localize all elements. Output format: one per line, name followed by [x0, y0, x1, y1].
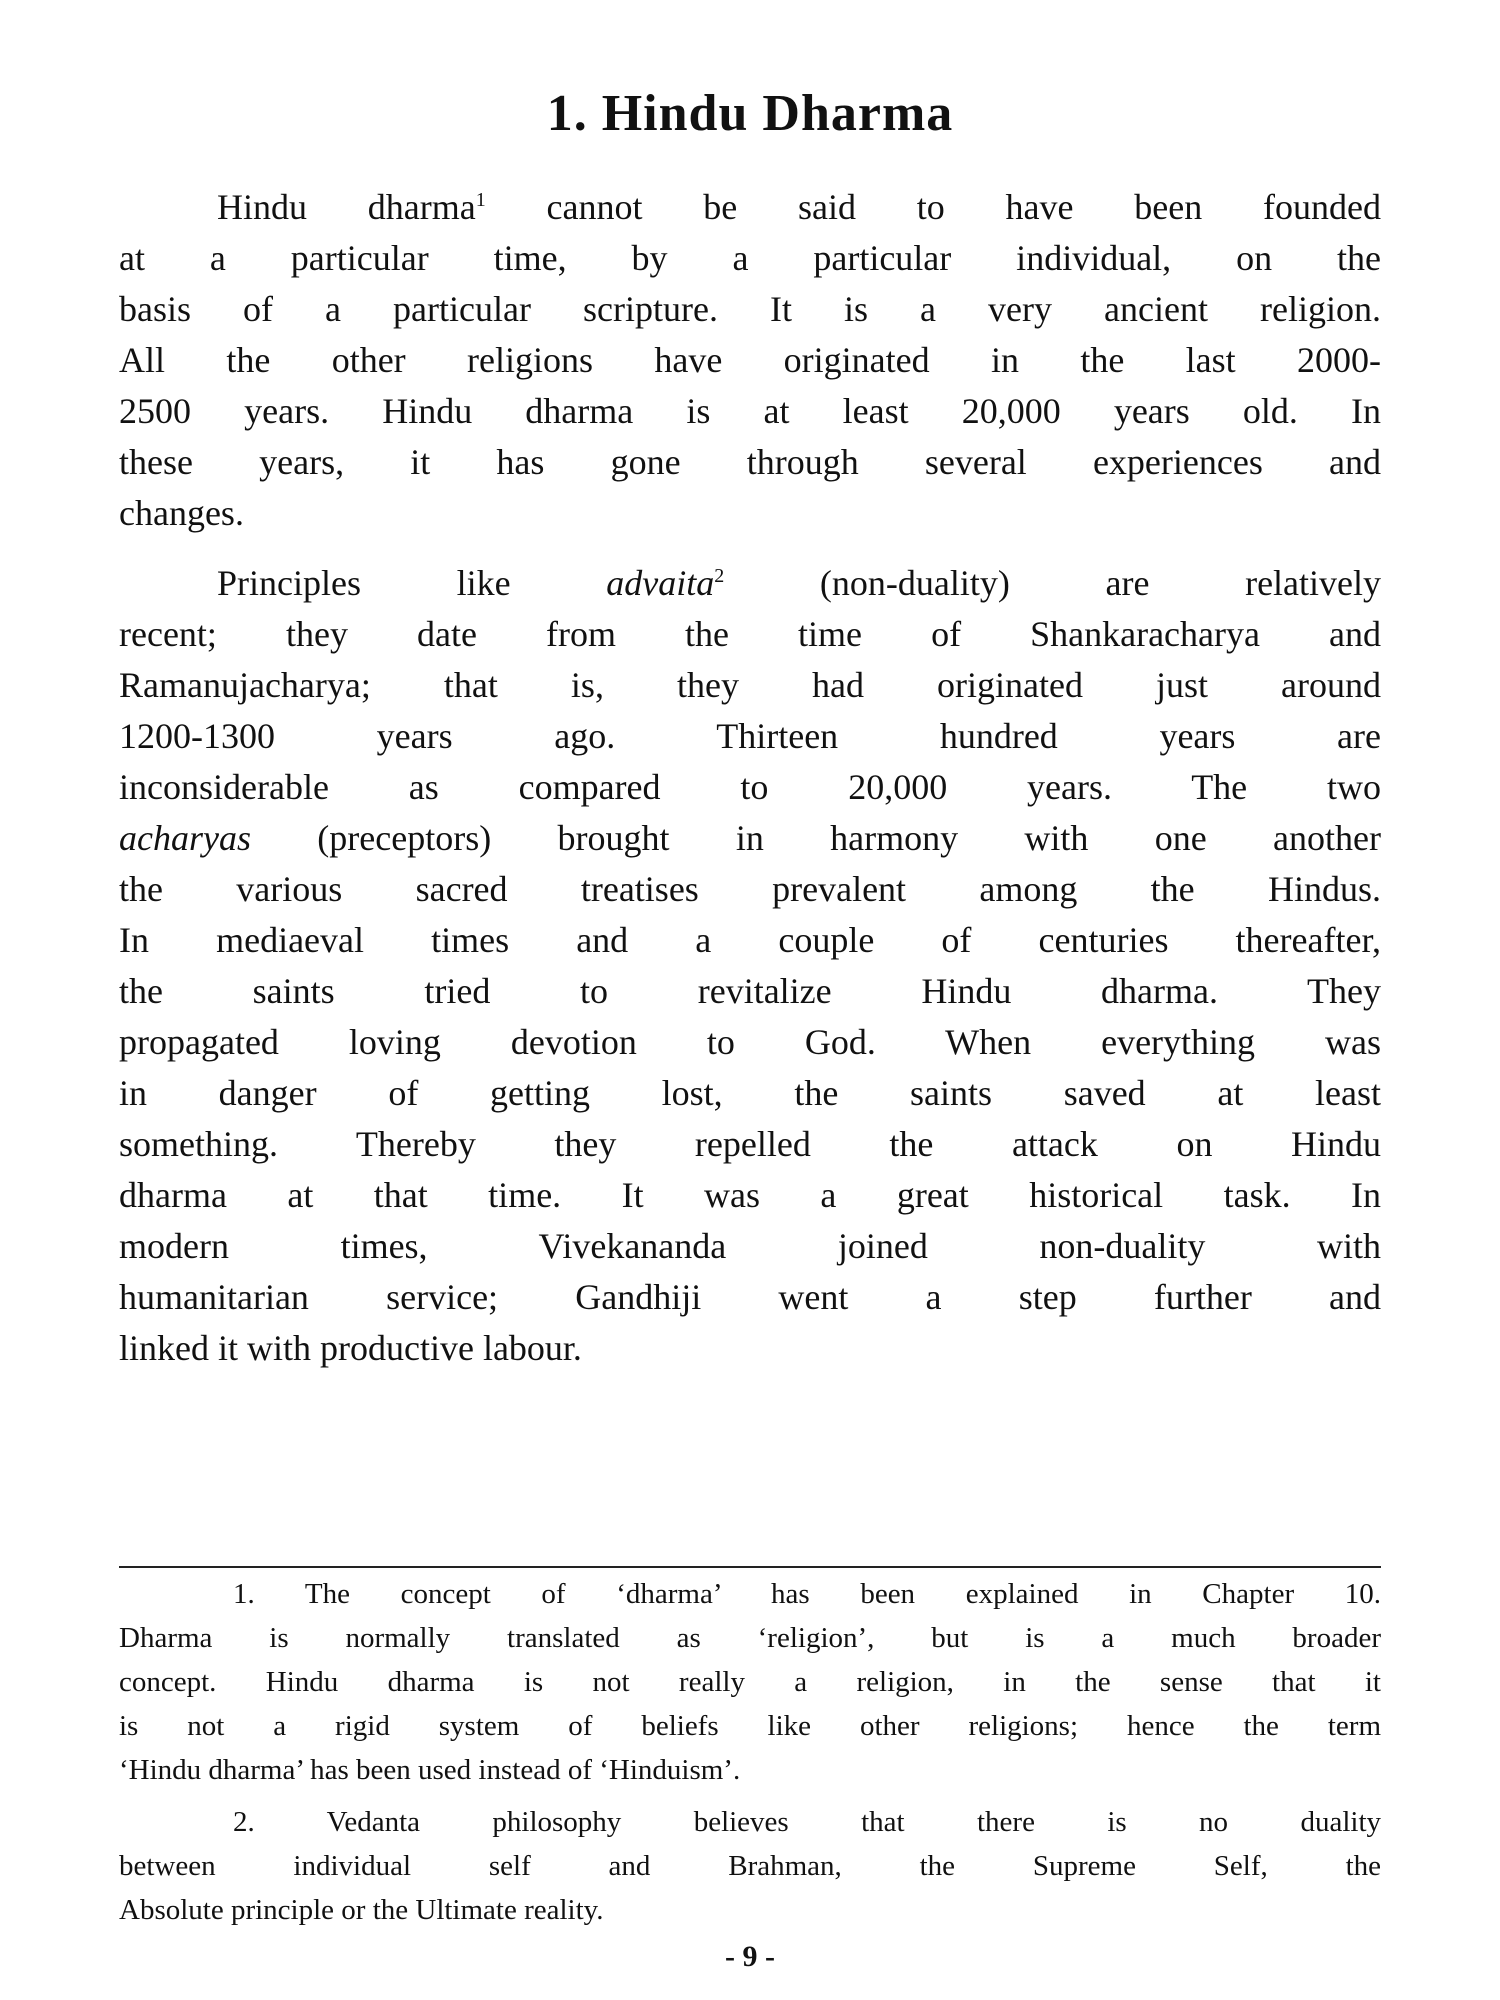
footnote-1 [119, 1572, 1381, 1792]
paragraph-2 [119, 558, 1381, 1374]
text-segment: (preceptors) brought in harmony with one another [250, 818, 1381, 858]
text-line: is not a rigid system of beliefs like other religions; hence the term [119, 1710, 1381, 1742]
text-line: something. Thereby they repelled the attack on Hindu [119, 1124, 1381, 1164]
italic-term: advaita [606, 563, 715, 603]
text-line: the saints tried to revitalize Hindu dharma. They [119, 971, 1381, 1011]
text-line: these years, it has gone through several experiences and [119, 442, 1381, 482]
text-line: concept. Hindu dharma is not really a religion, in the sense that it [119, 1666, 1381, 1698]
paragraph-1 [119, 182, 1381, 539]
text-line: All the other religions have originated in the last 2000- [119, 340, 1381, 380]
text-line: 1. The concept of ‘dharma’ has been explained in Chapter 10. [233, 1578, 1381, 1610]
text-line: basis of a particular scripture. It is a very ancient religion. [119, 289, 1381, 329]
text-line: in danger of getting lost, the saints saved at least [119, 1073, 1381, 1113]
footnote-2 [119, 1800, 1381, 1932]
text-line: 2500 years. Hindu dharma is at least 20,000 years old. In [119, 391, 1381, 431]
text-segment: cannot be said to have been founded [485, 187, 1381, 227]
text-line: between individual self and Brahman, the Supreme Self, the [119, 1850, 1381, 1882]
text-line: at a particular time, by a particular individual, on the [119, 238, 1381, 278]
text-line [119, 182, 1381, 233]
text-line: propagated loving devotion to God. When everything was [119, 1022, 1381, 1062]
text-line: linked it with productive labour. [119, 1328, 582, 1368]
text-line: the various sacred treatises prevalent among the Hindus. [119, 869, 1381, 909]
footnote-ref-2: 2 [714, 565, 725, 587]
footnote-ref-1: 1 [475, 189, 486, 211]
text-line: inconsiderable as compared to 20,000 years. The two [119, 767, 1381, 807]
text-line: Dharma is normally translated as ‘religion’, but is a much broader [119, 1622, 1381, 1654]
page-number: - 9 - [725, 1940, 775, 1973]
text-line: dharma at that time. It was a great historical task. In [119, 1175, 1381, 1215]
text-line: humanitarian service; Gandhiji went a step further and [119, 1277, 1381, 1317]
text-line: 1200-1300 years ago. Thirteen hundred years are [119, 716, 1381, 756]
text-line: In mediaeval times and a couple of centuries thereafter, [119, 920, 1381, 960]
text-line: ‘Hindu dharma’ has been used instead of ‘Hinduism’. [119, 1754, 741, 1786]
footnote-divider [119, 1566, 1381, 1568]
text-line: recent; they date from the time of Shankaracharya and [119, 614, 1381, 654]
text-line: 2. Vedanta philosophy believes that there is no duality [233, 1806, 1381, 1838]
text-segment: Hindu dharma [217, 187, 476, 227]
chapter-title: 1. Hindu Dharma [546, 85, 954, 142]
text-segment: (non-duality) are relatively [724, 563, 1382, 603]
text-line [119, 558, 1381, 609]
italic-term: acharyas [119, 818, 251, 858]
text-line: changes. [119, 493, 244, 533]
text-segment: Principles like [217, 563, 607, 603]
text-line: Ramanujacharya; that is, they had originated just around [119, 665, 1381, 705]
text-line: modern times, Vivekananda joined non-duality with [119, 1226, 1381, 1266]
text-line [119, 813, 1381, 864]
text-line: Absolute principle or the Ultimate reality. [119, 1894, 604, 1926]
